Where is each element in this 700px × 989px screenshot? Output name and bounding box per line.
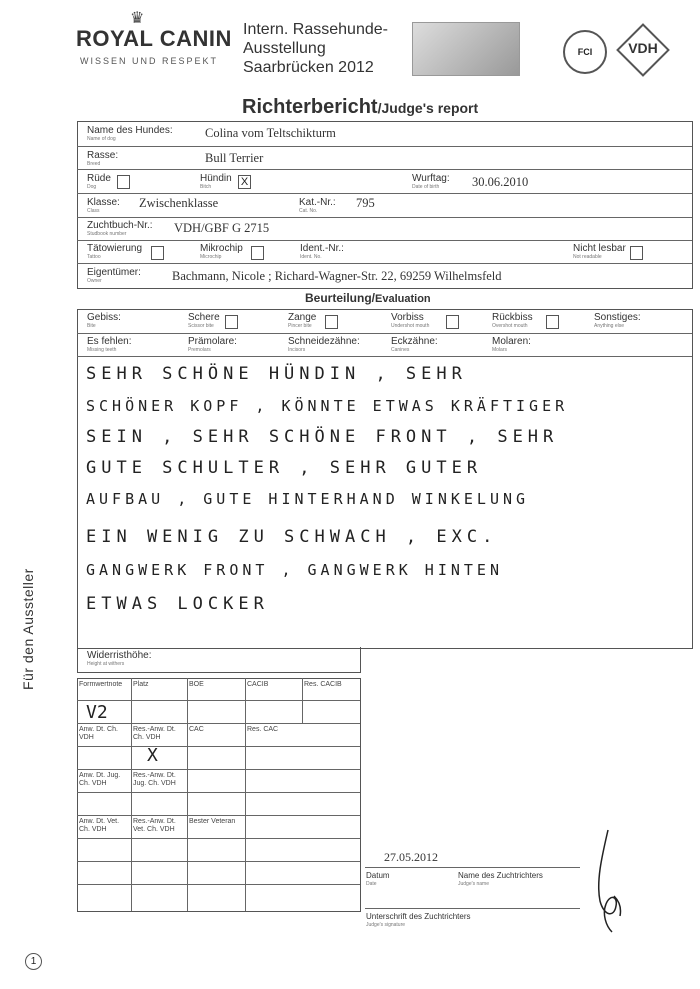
handwritten-line: GANGWERK FRONT , GANGWERK HINTEN (86, 561, 503, 579)
col-boe: BOE (189, 681, 204, 688)
height-label: Widerristhöhe: Height at withers (87, 650, 152, 667)
handwritten-line: SCHÖNER KOPF , KÖNNTE ETWAS KRÄFTIGER (86, 397, 569, 415)
male-checkbox[interactable] (117, 175, 130, 189)
row4-c2: Res.-Anw. Dt. Vet. Ch. VDH (133, 818, 176, 833)
breed-value: Bull Terrier (205, 151, 264, 165)
missing-label: Es fehlen: Missing teeth (87, 336, 132, 353)
unreadable-label: Nicht lesbar Not readable (573, 243, 626, 260)
class-label: Klasse: Class (87, 197, 120, 214)
evaluation-heading: Beurteilung/Evaluation (305, 291, 431, 305)
show-title-line-1: Intern. Rassehunde- (243, 21, 388, 38)
divider (365, 867, 580, 868)
grade-value: V2 (86, 702, 108, 723)
divider (77, 884, 360, 885)
owner-label: Eigentümer: Owner (87, 267, 141, 284)
row2-c1: Anw. Dt. Ch. VDH (79, 726, 118, 741)
divider (131, 678, 132, 911)
divider (77, 146, 692, 147)
divider (77, 838, 360, 839)
pincer-checkbox[interactable] (325, 315, 338, 329)
vdh-logo: VDH (628, 40, 658, 56)
tattoo-label: Tätowierung Tattoo (87, 243, 143, 260)
judge-name-label: Name des Zuchtrichters Judge's name (458, 871, 543, 887)
row4-c3: Bester Veteran (189, 818, 236, 825)
divider (245, 678, 246, 911)
owner-value: Bachmann, Nicole ; Richard-Wagner-Str. 22, 69259 Wilhelmsfeld (172, 269, 502, 283)
handwritten-line: EIN WENIG ZU SCHWACH , EXC. (86, 527, 498, 547)
royal-canin-logo: ROYAL CANIN (76, 26, 232, 51)
female-label: Hündin Bitch (200, 173, 232, 190)
side-label: Für den Aussteller (20, 568, 36, 690)
report-title-de: Richterbericht (242, 96, 378, 118)
overshot-checkbox[interactable] (446, 315, 459, 329)
ident-label: Ident.-Nr.: Ident. No. (300, 243, 344, 260)
handwritten-line: GUTE SCHULTER , SEHR GUTER (86, 458, 483, 478)
show-title-line-3: Saarbrücken 2012 (243, 59, 374, 76)
dog-name-label: Name des Hundes: Name of dog (87, 125, 173, 142)
handwritten-line: AUFBAU , GUTE HINTERHAND WINKELUNG (86, 490, 530, 508)
show-emblem-image (412, 22, 520, 76)
col-cacib: CACIB (247, 681, 269, 688)
divider (77, 193, 692, 194)
col-rescacib: Res. CACIB (304, 681, 342, 688)
divider (77, 217, 692, 218)
row2-c4: Res. CAC (247, 726, 279, 733)
row3-c2: Res.-Anw. Dt. Jug. Ch. VDH (133, 772, 176, 787)
other-label: Sonstiges: Anything else (594, 312, 641, 329)
divider (77, 356, 692, 357)
male-label: Rüde Dog (87, 173, 111, 190)
dob-label: Wurftag: Date of birth (412, 173, 450, 190)
col-place: Platz (133, 681, 149, 688)
breed-label: Rasse: Breed (87, 150, 119, 167)
studbook-value: VDH/GBF G 2715 (174, 221, 270, 235)
fci-logo: FCI (563, 30, 607, 74)
report-title-en: /Judge's report (377, 100, 479, 116)
handwritten-line: ETWAS LOCKER (86, 594, 269, 614)
catno-value: 795 (356, 196, 375, 210)
divider (77, 240, 692, 241)
dob-value: 30.06.2010 (472, 175, 529, 189)
unreadable-checkbox[interactable] (630, 246, 643, 260)
handwritten-line: SEHR SCHÖNE HÜNDIN , SEHR (86, 364, 467, 384)
canine-label: Eckzähne: Canines (391, 336, 438, 353)
chip-checkbox[interactable] (251, 246, 264, 260)
show-title-line-2: Ausstellung (243, 40, 326, 57)
bite-label: Gebiss: Bite (87, 312, 121, 329)
page-number: 1 (25, 953, 42, 970)
catno-label: Kat.-Nr.: Cat. No. (299, 197, 336, 214)
date-label: Datum Date (366, 871, 390, 887)
pincer-label: Zange Pincer bite (288, 312, 317, 329)
row2-c2: Res.-Anw. Dt. Ch. VDH (133, 726, 176, 741)
divider (77, 169, 692, 170)
divider (77, 861, 360, 862)
row4-c1: Anw. Dt. Vet. Ch. VDH (79, 818, 120, 833)
scissor-label: Schere Scissor bite (188, 312, 220, 329)
divider (365, 908, 580, 909)
chip-label: Mikrochip Microchip (200, 243, 243, 260)
row2-c3: CAC (189, 726, 204, 733)
class-value: Zwischenklasse (139, 196, 219, 210)
report-title (242, 96, 478, 119)
handwritten-line: SEIN , SEHR SCHÖNE FRONT , SEHR (86, 427, 559, 447)
divider (77, 333, 692, 334)
divider (77, 746, 360, 747)
show-title (243, 20, 388, 77)
royal-canin-tagline: WISSEN UND RESPEKT (80, 56, 219, 66)
divider (77, 723, 360, 724)
divider (77, 792, 360, 793)
crown-icon: ♛ (130, 10, 145, 27)
tattoo-checkbox[interactable] (151, 246, 164, 260)
divider (77, 769, 360, 770)
incisor-label: Schneidezähne: Incisors (288, 336, 360, 353)
judge-signature (588, 826, 628, 936)
signature-label: Unterschrift des Zuchtrichters Judge's signature (366, 912, 471, 928)
divider (77, 815, 360, 816)
row3-c1: Anw. Dt. Jug. Ch. VDH (79, 772, 121, 787)
results-grid (77, 678, 361, 912)
divider (187, 678, 188, 911)
signoff-date: 27.05.2012 (384, 850, 438, 864)
female-checkbox[interactable]: X (238, 175, 251, 189)
undershot-label: Rückbiss Overshot mouth (492, 312, 533, 329)
undershot-checkbox[interactable] (546, 315, 559, 329)
col-grade: Formwertnote (79, 681, 123, 688)
molar-label: Molaren: Molars (492, 336, 531, 353)
divider (77, 263, 692, 264)
premolar-label: Prämolare: Premolars (188, 336, 237, 353)
overshot-label: Vorbiss Undershot mouth (391, 312, 430, 329)
divider (77, 700, 360, 701)
row2-mark: X (147, 745, 158, 766)
scissor-checkbox[interactable] (225, 315, 238, 329)
studbook-label: Zuchtbuch-Nr.: Studbook number (87, 220, 153, 237)
dog-name-value: Colina vom Teltschikturm (205, 126, 336, 140)
